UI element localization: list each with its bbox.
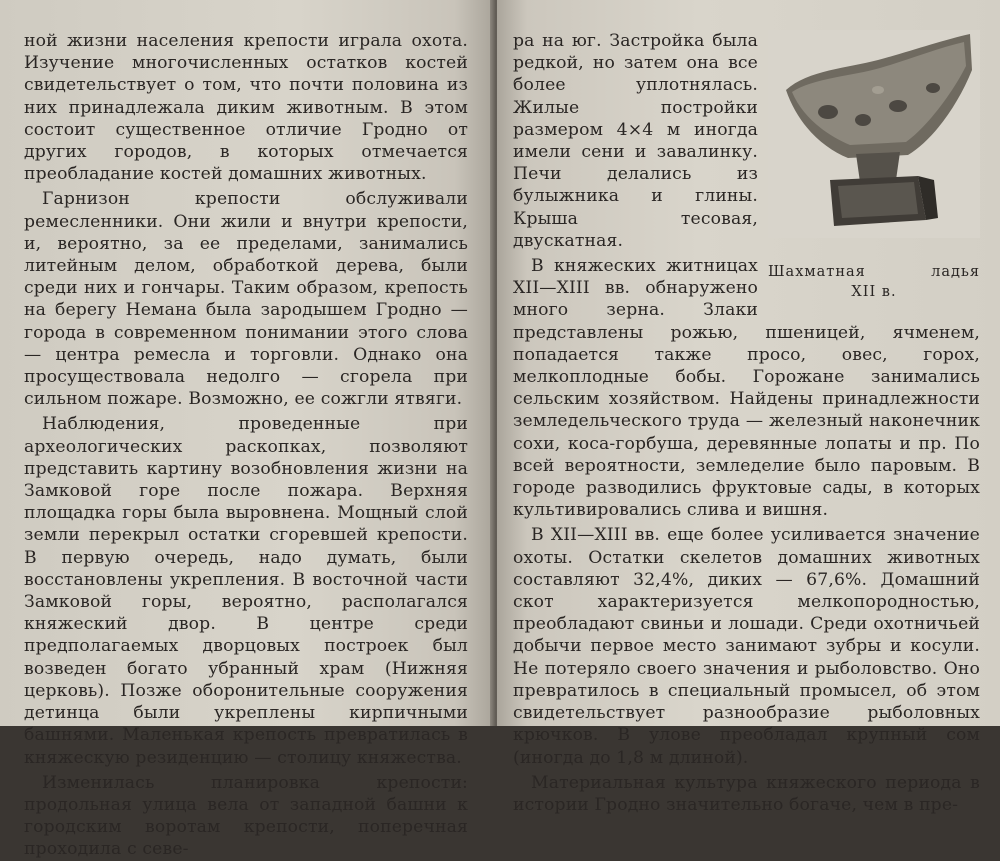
left-paragraph-4: Изменилась планировка крепости: продольная улица вела от западной башни к городским воротам крепости, поперечная проходила с севе-	[24, 772, 468, 860]
left-paragraph-2: Гарнизон крепости обслуживали ремесленники. Они жили и внутри крепости, и, вероятно, за ее пределами, занимались литейным делом, обработкой дерева, были среди них и гончары. Таким образом, крепость на берегу Немана была зародышем Гродно — города в современном понимании этого слова — центра ремесла и торговли. Однако она просуществовала недолго — сгорела при сильном пожаре. Возможно, ее сожгли ятвяги.	[24, 189, 468, 410]
right-paragraph-2: В княжеских житницах XII—XIII вв. обнаружено много зерна. Злаки представлены рожью, пшеницей, ячменем, попадается также просо, овес, горох, мелкоплодные бобы. Горожане занимались сельским хозяйством. Найдены принадлежности земледельческого труда — железный наконечник сохи, коса-горбуша, деревянные лопаты и пр. По всей вероятности, земледелие было паровым. В городе разводились фруктовые сады, в которых культивировались слива и вишня.	[513, 256, 980, 521]
right-page	[497, 0, 1000, 815]
figure-caption	[768, 262, 980, 302]
right-paragraph-4: Материальная культура княжеского периода в истории Гродно значительно богаче, чем в пре-	[513, 772, 980, 815]
left-page	[0, 0, 494, 860]
chess-rook-photo-icon	[768, 30, 980, 238]
figure-chess-rook	[768, 30, 980, 302]
right-paragraph-1: ра на юг. Застройка была редкой, но затем она все более уплотнялась. Жилые постройки размером 4×4 м иногда имели сени и завалинку. Печи делались из булыжника и глины. Крыша тесовая, двускатная.	[513, 31, 758, 251]
right-paragraph-3: В XII—XIII вв. еще более усиливается значение охоты. Остатки скелетов домашних животных составляют 32,4%, диких — 67,6%. Домашний скот характеризуется мелкопородностью, преобладают свиньи и лошади. Среди охотничьей добычи первое место занимают зубры и косули. Не потеряло своего значения и рыболовство. Оно превратилось в специальный промысел, об этом свидетельствует разнообразие рыболовных крючков. В улове преобладал крупный сом (иногда до 1,8 м длиной).	[513, 525, 980, 768]
figure-caption-title: Шахматная ладья	[768, 264, 980, 280]
figure-caption-date: XII в.	[851, 284, 897, 300]
left-paragraph-1: ной жизни населения крепости играла охота. Изучение многочисленных остатков костей свидетельствует о том, что почти половина из них принадлежала диким животным. В этом состоит существенное отличие Гродно от других городов, в которых отмечается преобладание костей домашних животных.	[24, 31, 468, 185]
left-page-text	[24, 30, 468, 861]
left-paragraph-3: Наблюдения, проведенные при археологических раскопках, позволяют представить картину возобновления жизни на Замковой горе после пожара. Верхняя площадка горы была выровнена. Мощный слой земли перекрыл остатки сгоревшей крепости. В первую очередь, надо думать, были восстановлены укрепления. В восточной части Замковой горы, вероятно, располагался княжеский двор. В центре среди предполагаемых дворцовых построек был возведен богато убранный храм (Нижняя церковь). Позже оборонительные сооружения детинца были укреплены кирпичными башнями. Маленькая крепость превратилась в княжескую резиденцию — столицу княжества.	[24, 414, 468, 768]
